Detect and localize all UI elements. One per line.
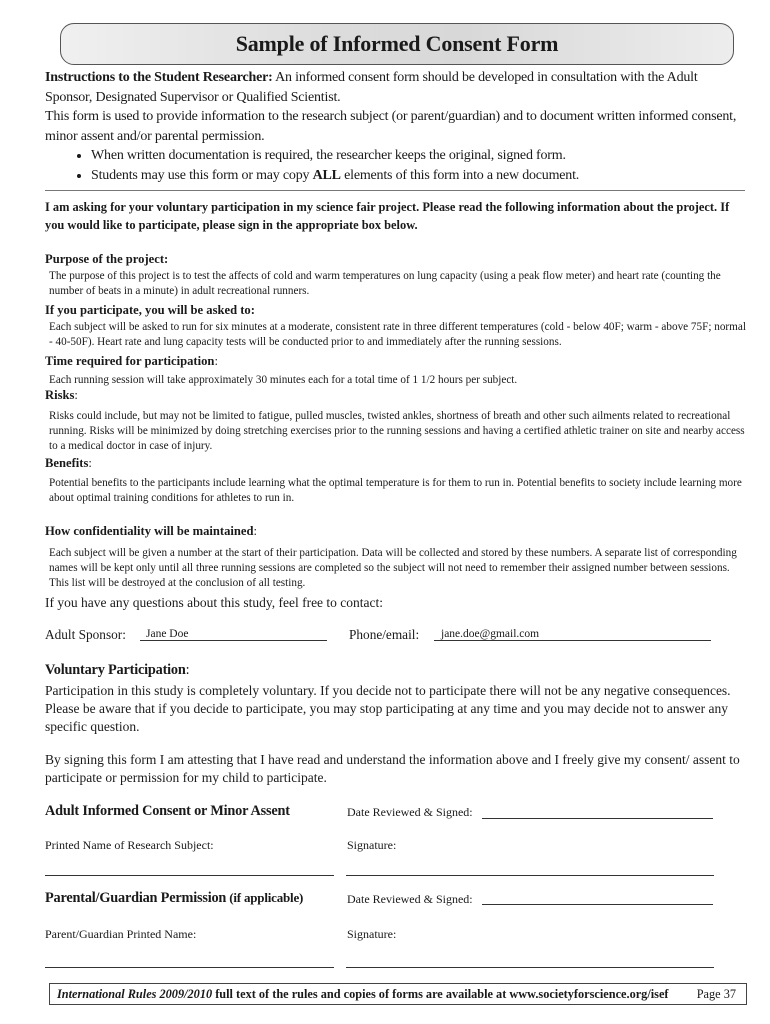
instructions-heading: Instructions to the Student Researcher: bbox=[45, 70, 273, 85]
parental-heading-text: Parental/Guardian Permission bbox=[45, 890, 227, 906]
bullet-text: Students may use this form or may copy bbox=[91, 167, 313, 183]
voluntary-heading bbox=[45, 662, 189, 679]
questions-text: If you have any questions about this study, feel free to contact: bbox=[45, 595, 384, 610]
purpose-body: The purpose of this project is to test the affects of cold and warm temperatures on lung capacity (using a peak flow meter) and heart rate (counting the number of beats in a minute) in adult recreational runners. bbox=[49, 270, 721, 297]
section-heading-suffix: : bbox=[74, 388, 78, 402]
section-heading-suffix: : bbox=[88, 456, 92, 470]
page-number: Page 37 bbox=[696, 987, 736, 1001]
parent-signature-label: Signature: bbox=[347, 927, 397, 941]
instructions-bullet-1: • When written documentation is required, the researcher keeps the original, signed form. bbox=[91, 146, 745, 166]
participation-body: Each subject will be asked to run for six minutes at a moderate, consistent rate in three different temperatures (cold - below 40F; warm - above 75F; normal - 40-50F). Heart rate and lung capacity tests will be conducted prior to and immediately after the running sessions. bbox=[49, 321, 746, 348]
subject-signature-label: Signature: bbox=[347, 838, 397, 852]
section-heading: If you participate, you will be asked to: bbox=[45, 303, 255, 317]
voluntary-heading-suffix: : bbox=[185, 662, 190, 678]
confidentiality-heading bbox=[45, 524, 257, 539]
footer-rules: International Rules 2009/2010 bbox=[57, 987, 213, 1001]
parent-signature-line[interactable] bbox=[346, 967, 714, 968]
title-box bbox=[60, 23, 734, 65]
section-heading: Time required for participation bbox=[45, 354, 215, 368]
parental-heading bbox=[45, 890, 303, 907]
sponsor-field-line bbox=[140, 640, 327, 641]
sponsor-label: Adult Sponsor: bbox=[45, 627, 126, 642]
footer bbox=[49, 983, 747, 1005]
divider bbox=[45, 190, 745, 191]
page-title: Sample of Informed Consent Form bbox=[235, 31, 559, 56]
parent-name-line[interactable] bbox=[45, 967, 334, 968]
parent-name-label: Parent/Guardian Printed Name: bbox=[45, 927, 197, 941]
time-heading bbox=[45, 354, 218, 369]
instructions-list bbox=[45, 146, 745, 185]
benefits-body: Potential benefits to the participants include learning what the optimal temperature is for them to run in. Potential benefits to society include learning more about optimal training conditions for athletes to run in. bbox=[49, 477, 742, 504]
bullet-emphasis: ALL bbox=[312, 167, 341, 183]
confidentiality-body: Each subject will be given a number at the start of their participation. Data will be collected and stored by these numbers. A separate list of corresponding names will be kept only until all three running sessions are completed so the subject will not need to remember their assigned number between sessions. This list will be destroyed at the conclusion of all testing. bbox=[49, 547, 737, 589]
sponsor-value: Jane Doe bbox=[146, 628, 189, 640]
phone-value: jane.doe@gmail.com bbox=[441, 628, 540, 640]
voluntary-text: Participation in this study is completely voluntary. If you decide not to participate there will not be any negative consequences. Please be aware that if you decide to participate, you may stop participating at any time and you may decide not to answer any specific question. bbox=[45, 683, 731, 734]
time-body: Each running session will take approximately 30 minutes each for a total time of 1 1/2 hours per subject. bbox=[49, 374, 518, 386]
section-heading: Benefits bbox=[45, 456, 89, 470]
risks-body: Risks could include, but may not be limited to fatigue, pulled muscles, twisted ankles, shortness of breath and other such ailments related to recreational running. Risks will be minimized by doing stretching exercises prior to the running sessions and having a certified athletic trainer on site and nearby access to a medical doctor in case of injury. bbox=[49, 410, 745, 452]
parental-date-line[interactable] bbox=[482, 904, 713, 905]
section-heading: Risks bbox=[45, 388, 75, 402]
section-heading-suffix: : bbox=[253, 524, 258, 538]
consent-heading: Adult Informed Consent or Minor Assent bbox=[45, 803, 290, 819]
consent-date-label: Date Reviewed & Signed: bbox=[347, 805, 473, 819]
section-heading: Purpose of the project: bbox=[45, 252, 169, 266]
participation-heading bbox=[45, 303, 255, 318]
intro-text: I am asking for your voluntary participation in my science fair project. Please read the following information about the project. If you would like to participate, please sign in the appropriate box below. bbox=[45, 200, 730, 232]
attest-text: By signing this form I am attesting that I have read and understand the information above and I freely give my consent/ assent to participate or permission for my child to participate. bbox=[45, 752, 740, 785]
instructions bbox=[45, 68, 745, 186]
voluntary-heading-text: Voluntary Participation bbox=[45, 662, 186, 678]
risks-heading bbox=[45, 388, 78, 403]
bullet-text-end: elements of this form into a new document. bbox=[340, 167, 580, 183]
subject-signature-line[interactable] bbox=[346, 875, 714, 876]
parental-date-label: Date Reviewed & Signed: bbox=[347, 892, 473, 906]
parental-heading-suffix: (if applicable) bbox=[226, 890, 304, 905]
instructions-bullet-2 bbox=[91, 166, 745, 186]
benefits-heading bbox=[45, 456, 92, 471]
consent-date-line[interactable] bbox=[482, 818, 713, 819]
instructions-text: An informed consent form should be developed in consultation with the Adult Sponsor, Designated Supervisor or Qualified Scientist. bbox=[45, 70, 698, 105]
section-heading: How confidentiality will be maintained bbox=[45, 524, 254, 538]
purpose-heading bbox=[45, 252, 168, 267]
subject-name-label: Printed Name of Research Subject: bbox=[45, 838, 214, 852]
section-heading-suffix: : bbox=[214, 354, 218, 368]
instructions-purpose: This form is used to provide information to the research subject (or parent/guardian) and to document written informed consent, minor assent and/or parental permission. bbox=[45, 109, 737, 144]
instructions-paragraph bbox=[45, 68, 745, 107]
subject-name-line[interactable] bbox=[45, 875, 334, 876]
phone-field-line bbox=[434, 640, 711, 641]
footer-text: full text of the rules and copies of forms are available at www.societyforscience.org/isef bbox=[212, 987, 669, 1001]
phone-label: Phone/email: bbox=[349, 627, 420, 642]
